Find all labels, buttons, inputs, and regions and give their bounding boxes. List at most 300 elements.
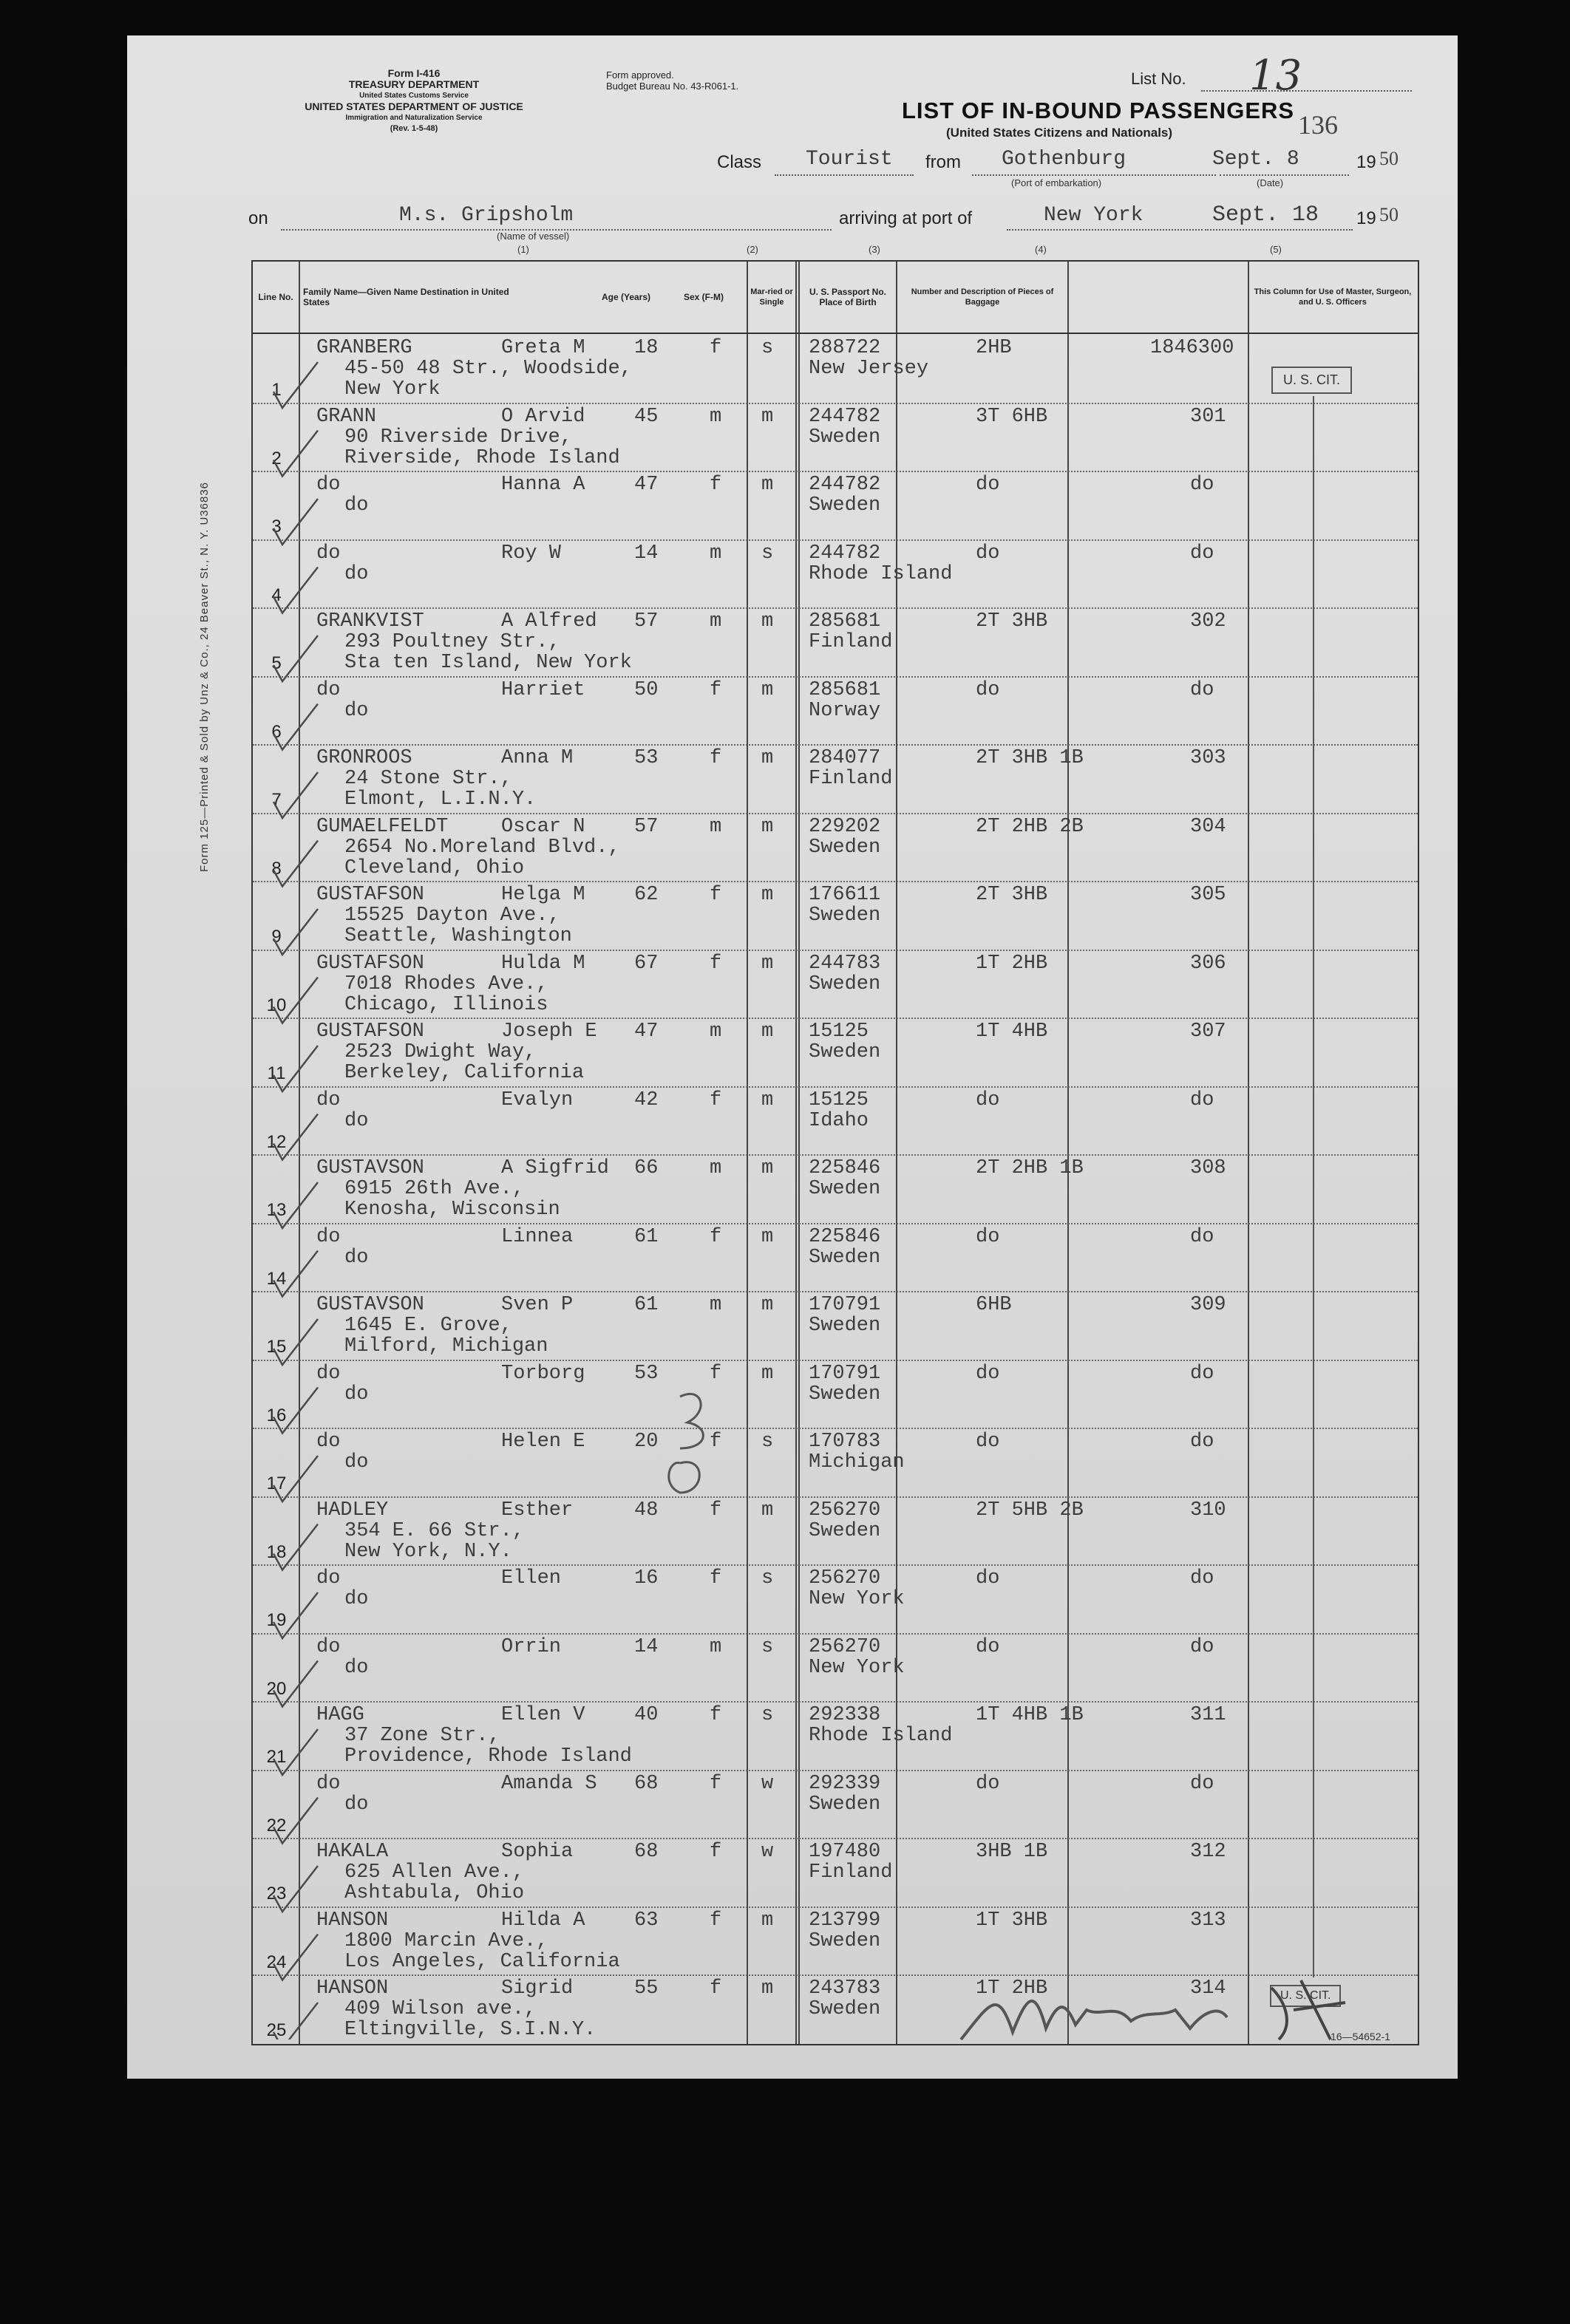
check-mark — [273, 1114, 318, 1160]
table-row — [253, 471, 1418, 539]
line-number: 6 — [271, 721, 282, 742]
baggage: do — [976, 542, 1000, 565]
sex: m — [710, 1294, 722, 1316]
place-of-birth: Sweden — [809, 1041, 881, 1063]
line-number: 20 — [266, 1678, 287, 1699]
sex: f — [710, 1499, 722, 1521]
colnum-1: (1) — [517, 244, 529, 255]
table-row — [253, 881, 1418, 950]
check-mark — [273, 704, 318, 750]
year2-prefix: 19 — [1356, 208, 1376, 228]
ins-service: Immigration and Naturalization Service — [345, 114, 483, 122]
line-number: 19 — [266, 1610, 287, 1630]
table-row — [253, 1701, 1418, 1770]
line-number: 10 — [266, 995, 287, 1015]
place-of-birth: New York — [809, 1656, 905, 1679]
budget-bureau: Budget Bureau No. 43-R061-1. — [606, 81, 739, 92]
date2-value: Sept. 18 — [1212, 202, 1319, 228]
passport-number: 15125 — [809, 1020, 869, 1043]
line-number: 1 — [271, 380, 282, 400]
check-mark — [273, 978, 318, 1023]
family-name: HANSON — [316, 1977, 389, 2000]
line-number: 9 — [271, 927, 282, 947]
marital-status: m — [761, 1294, 774, 1316]
sex: m — [710, 1157, 722, 1179]
sex: f — [710, 1567, 722, 1589]
check-mark — [273, 1046, 318, 1091]
address-line-1: 1800 Marcin Ave., — [344, 1929, 548, 1952]
passport-number: 225846 — [809, 1157, 881, 1179]
line-number: 4 — [271, 585, 282, 605]
place-of-birth: Sweden — [809, 1383, 881, 1405]
from-line — [972, 174, 1216, 176]
form-revision: (Rev. 1-5-48) — [390, 124, 438, 133]
officer-notation: 314 — [1190, 1977, 1226, 2000]
age: 48 — [634, 1499, 659, 1521]
officer-notation: 302 — [1190, 610, 1226, 633]
family-name: GRANN — [316, 405, 377, 428]
baggage: 1T 4HB — [976, 1020, 1048, 1043]
table-row — [253, 334, 1418, 403]
address-line-1: 409 Wilson ave., — [344, 1998, 537, 2020]
given-name: Linnea — [501, 1225, 574, 1248]
check-mark — [273, 1388, 318, 1434]
baggage: do — [976, 1431, 1000, 1453]
line-number: 7 — [271, 790, 282, 810]
family-name: GRANKVIST — [316, 610, 424, 633]
baggage: 6HB — [976, 1294, 1012, 1316]
age: 53 — [634, 1362, 659, 1385]
line-number: 11 — [267, 1063, 286, 1083]
address-line-1: 354 E. 66 Str., — [344, 1519, 525, 1542]
check-mark — [273, 1319, 318, 1365]
vessel-value: M.s. Gripsholm — [399, 204, 574, 227]
given-name: Torborg — [501, 1362, 585, 1385]
date1-line — [1220, 174, 1349, 176]
passport-number: 229202 — [809, 815, 881, 838]
given-name: Hulda M — [501, 952, 585, 975]
family-name: do — [316, 1225, 341, 1248]
officer-notation: 313 — [1190, 1909, 1226, 1932]
place-of-birth: Sweden — [809, 1998, 881, 2020]
address-line-2: Berkeley, California — [344, 1062, 585, 1084]
marital-status: m — [761, 1362, 774, 1385]
table-row — [253, 1223, 1418, 1292]
address-line-1: do — [344, 1109, 369, 1132]
family-name: do — [316, 1431, 341, 1453]
baggage: 1T 2HB — [976, 1977, 1048, 2000]
header-married: Mar-ried or Single — [750, 287, 793, 307]
form-approved: Form approved. — [606, 69, 674, 81]
sex: f — [710, 1704, 722, 1726]
family-name: HAKALA — [316, 1841, 389, 1863]
baggage: 2T 3HB — [976, 610, 1048, 633]
check-mark — [273, 772, 318, 818]
passport-number: 244782 — [809, 405, 881, 428]
passport-number: 213799 — [809, 1909, 881, 1932]
place-of-birth: Rhode Island — [809, 1725, 953, 1747]
passport-number: 225846 — [809, 1225, 881, 1248]
colnum-5: (5) — [1270, 244, 1282, 255]
line-number: 12 — [266, 1131, 287, 1152]
arriving-label: arriving at port of — [839, 208, 973, 228]
check-mark — [273, 1456, 318, 1502]
marital-status: w — [761, 1841, 774, 1863]
passport-number: 170783 — [809, 1431, 881, 1453]
colnum-4: (4) — [1035, 244, 1047, 255]
address-line-1: do — [344, 699, 369, 722]
marital-status: m — [761, 405, 774, 428]
date-caption: (Date) — [1257, 177, 1284, 188]
given-name: Helen E — [501, 1431, 585, 1453]
officer-notation: 311 — [1190, 1704, 1226, 1726]
passport-number: 292338 — [809, 1704, 881, 1726]
passport-number: 285681 — [809, 678, 881, 701]
address-line-2: Riverside, Rhode Island — [344, 446, 620, 469]
age: 63 — [634, 1909, 659, 1932]
given-name: Helga M — [501, 884, 585, 906]
sex: m — [710, 542, 722, 565]
given-name: O Arvid — [501, 405, 585, 428]
place-of-birth: Idaho — [809, 1109, 869, 1132]
port-embark-caption: (Port of embarkation) — [1011, 177, 1102, 188]
from-value: Gothenburg — [1002, 148, 1126, 171]
year1-prefix: 19 — [1356, 152, 1376, 172]
address-line-2: Chicago, Illinois — [344, 993, 548, 1016]
address-line-1: 90 Riverside Drive, — [344, 426, 572, 449]
passport-number: 288722 — [809, 337, 881, 359]
marital-status: m — [761, 610, 774, 633]
sex: f — [710, 1362, 722, 1385]
given-name: Hanna A — [501, 474, 585, 496]
age: 53 — [634, 747, 659, 769]
table-row — [253, 1633, 1418, 1702]
age: 14 — [634, 1635, 659, 1658]
baggage: do — [976, 1362, 1000, 1385]
family-name: do — [316, 678, 341, 701]
address-line-1: 1645 E. Grove, — [344, 1315, 512, 1337]
date2-line — [1205, 229, 1353, 231]
header-sex: Sex (F-M) — [684, 292, 724, 302]
marital-status: s — [761, 1567, 774, 1589]
place-of-birth: Finland — [809, 768, 893, 790]
table-row — [253, 1018, 1418, 1086]
check-marks — [244, 325, 333, 2040]
given-name: Ellen V — [501, 1704, 585, 1726]
port-value: New York — [1044, 204, 1143, 227]
given-name: Esther — [501, 1499, 574, 1521]
officer-notation: do — [1190, 1635, 1214, 1658]
place-of-birth: Sweden — [809, 494, 881, 517]
sex: f — [710, 678, 722, 701]
header-passport: U. S. Passport No. Place of Birth — [809, 287, 887, 307]
age: 55 — [634, 1977, 659, 2000]
class-line — [775, 174, 914, 176]
line-number: 2 — [271, 448, 282, 468]
date1-value: Sept. 8 — [1212, 148, 1299, 171]
officer-notation: 307 — [1190, 1020, 1226, 1043]
address-line-1: 24 Stone Str., — [344, 768, 512, 790]
marital-status: m — [761, 1499, 774, 1521]
line-number: 3 — [271, 517, 282, 536]
form-header-left — [244, 68, 584, 134]
line-number: 17 — [266, 1473, 287, 1493]
marital-status: s — [761, 1704, 774, 1726]
place-of-birth: New Jersey — [809, 358, 929, 380]
page-number: 136 — [1298, 110, 1338, 140]
sex: f — [710, 1088, 722, 1111]
given-name: Roy W — [501, 542, 562, 565]
marital-status: s — [761, 337, 774, 359]
address-line-2: Seattle, Washington — [344, 925, 572, 947]
address-line-1: 37 Zone Str., — [344, 1725, 500, 1747]
place-of-birth: New York — [809, 1588, 905, 1610]
officer-notation: do — [1190, 1088, 1214, 1111]
place-of-birth: Finland — [809, 1861, 893, 1884]
line-number: 8 — [271, 858, 282, 879]
check-mark — [273, 2003, 318, 2040]
officer-notation: 309 — [1190, 1294, 1226, 1316]
check-mark — [273, 1592, 318, 1638]
address-line-1: 293 Poultney Str., — [344, 631, 560, 653]
sex: f — [710, 337, 722, 359]
header-age: Age (Years) — [601, 292, 651, 302]
check-mark — [273, 635, 318, 681]
line-number: 5 — [271, 653, 282, 673]
age: 47 — [634, 1020, 659, 1043]
family-name: do — [316, 1567, 341, 1589]
line-number: 23 — [266, 1884, 287, 1904]
table-row — [253, 1564, 1418, 1633]
class-value: Tourist — [806, 148, 893, 171]
passport-number: 256270 — [809, 1499, 881, 1521]
officer-notation: 312 — [1190, 1841, 1226, 1863]
list-title: LIST OF IN-BOUND PASSENGERS — [902, 98, 1295, 123]
family-name: GUSTAFSON — [316, 952, 424, 975]
table-row — [253, 1291, 1418, 1360]
from-label: from — [925, 152, 961, 172]
marital-status: m — [761, 884, 774, 906]
marital-status: s — [761, 1431, 774, 1453]
colnum-3: (3) — [869, 244, 880, 255]
check-mark — [273, 568, 318, 613]
officer-notation: do — [1190, 1362, 1214, 1385]
line-number: 15 — [266, 1337, 287, 1357]
passport-number: 285681 — [809, 610, 881, 633]
header-officers: This Column for Use of Master, Surgeon, and U. S. Officers — [1254, 287, 1412, 307]
address-line-1: do — [344, 494, 369, 517]
officer-notation: 308 — [1190, 1157, 1226, 1179]
baggage: 2T 2HB 2B — [976, 815, 1084, 838]
family-name: GUMAELFELDT — [316, 815, 449, 838]
marital-status: m — [761, 1088, 774, 1111]
header-line-no: Line No. — [258, 292, 293, 302]
age: 45 — [634, 405, 659, 428]
baggage: 1T 4HB 1B — [976, 1704, 1084, 1726]
port-line — [1007, 229, 1203, 231]
on-label: on — [248, 208, 268, 228]
address-line-2: Providence, Rhode Island — [344, 1745, 632, 1768]
family-name: do — [316, 1362, 341, 1385]
place-of-birth: Sweden — [809, 426, 881, 449]
check-mark — [273, 362, 318, 408]
family-name: GUSTAFSON — [316, 1020, 424, 1043]
address-line-1: do — [344, 1383, 369, 1405]
place-of-birth: Rhode Island — [809, 562, 953, 585]
address-line-2: Cleveland, Ohio — [344, 856, 525, 879]
age: 40 — [634, 1704, 659, 1726]
list-subtitle: (United States Citizens and Nationals) — [946, 126, 1173, 140]
age: 14 — [634, 542, 659, 565]
address-line-2: Ashtabula, Ohio — [344, 1882, 525, 1904]
officer-notation: 1846300 — [1150, 337, 1234, 359]
baggage: do — [976, 678, 1000, 701]
officer-notation: 310 — [1190, 1499, 1226, 1521]
marital-status: m — [761, 474, 774, 496]
officer-notation: do — [1190, 678, 1214, 701]
marital-status: m — [761, 1977, 774, 2000]
marital-status: w — [761, 1772, 774, 1795]
line-number: 14 — [266, 1268, 287, 1289]
place-of-birth: Sweden — [809, 904, 881, 927]
marital-status: m — [761, 815, 774, 838]
officer-notation: do — [1190, 1431, 1214, 1453]
inspector-signature — [946, 1958, 1419, 2054]
line-number: 22 — [266, 1815, 287, 1836]
officer-notation: 306 — [1190, 952, 1226, 975]
age: 42 — [634, 1088, 659, 1111]
budget-info — [606, 69, 738, 92]
check-mark — [273, 1251, 318, 1297]
address-line-1: do — [344, 1793, 369, 1816]
address-line-1: 45-50 48 Str., Woodside, — [344, 358, 632, 380]
baggage: 2T 5HB 2B — [976, 1499, 1084, 1521]
family-name: GRANBERG — [316, 337, 412, 359]
baggage: 2T 3HB 1B — [976, 747, 1084, 769]
check-mark — [273, 909, 318, 955]
table-row — [253, 1770, 1418, 1839]
place-of-birth: Finland — [809, 631, 893, 653]
class-label: Class — [717, 152, 762, 172]
baggage: 2HB — [976, 337, 1012, 359]
list-no-label: List No. — [1131, 69, 1186, 88]
marital-status: m — [761, 678, 774, 701]
year2-value: 50 — [1379, 204, 1399, 225]
table-row — [253, 539, 1418, 608]
check-mark — [273, 1866, 318, 1912]
address-line-1: 625 Allen Ave., — [344, 1861, 525, 1884]
given-name: Harriet — [501, 678, 585, 701]
age: 20 — [634, 1431, 659, 1453]
family-name: GUSTAVSON — [316, 1157, 424, 1179]
table-row — [253, 950, 1418, 1018]
family-name: GUSTAFSON — [316, 884, 424, 906]
line-number: 25 — [266, 2020, 287, 2040]
officer-notation: do — [1190, 474, 1214, 496]
address-line-1: do — [344, 1588, 369, 1610]
us-cit-stamp-top: U. S. CIT. — [1271, 367, 1352, 394]
family-name: do — [316, 1772, 341, 1795]
colnum-2: (2) — [747, 244, 758, 255]
passport-number: 256270 — [809, 1567, 881, 1589]
marital-status: m — [761, 1909, 774, 1932]
baggage: 2T 3HB — [976, 884, 1048, 906]
sex: m — [710, 405, 722, 428]
sex: f — [710, 1225, 722, 1248]
baggage: do — [976, 1772, 1000, 1795]
officer-notation: 304 — [1190, 815, 1226, 838]
given-name: Sophia — [501, 1841, 574, 1863]
passport-number: 256270 — [809, 1635, 881, 1658]
passport-number: 292339 — [809, 1772, 881, 1795]
address-line-1: 15525 Dayton Ave., — [344, 904, 560, 927]
age: 57 — [634, 610, 659, 633]
sex: f — [710, 1909, 722, 1932]
place-of-birth: Sweden — [809, 1929, 881, 1952]
age: 61 — [634, 1225, 659, 1248]
given-name: Hilda A — [501, 1909, 585, 1932]
us-cit-stamp-bottom: U. S. CIT. — [1270, 1985, 1341, 2007]
sex: m — [710, 610, 722, 633]
passport-number: 284077 — [809, 747, 881, 769]
family-name: GRONROOS — [316, 747, 412, 769]
marital-status: s — [761, 542, 774, 565]
given-name: Ellen — [501, 1567, 562, 1589]
baggage: 2T 2HB 1B — [976, 1157, 1084, 1179]
passport-number: 243783 — [809, 1977, 881, 2000]
table-row — [253, 813, 1418, 882]
justice-dept: UNITED STATES DEPARTMENT OF JUSTICE — [305, 100, 523, 112]
age: 67 — [634, 952, 659, 975]
family-name: HADLEY — [316, 1499, 389, 1521]
address-line-1: do — [344, 1451, 369, 1473]
family-name: do — [316, 542, 341, 565]
passport-number: 15125 — [809, 1088, 869, 1111]
baggage: 1T 3HB — [976, 1909, 1048, 1932]
check-mark — [273, 1798, 318, 1844]
sex: f — [710, 1841, 722, 1863]
baggage: do — [976, 474, 1000, 496]
passport-number: 244782 — [809, 474, 881, 496]
age: 50 — [634, 678, 659, 701]
passport-number: 176611 — [809, 884, 881, 906]
marital-status: m — [761, 952, 774, 975]
family-name: do — [316, 1635, 341, 1658]
age: 62 — [634, 884, 659, 906]
list-no-value: 13 — [1249, 52, 1302, 100]
sex: f — [710, 474, 722, 496]
officer-notation: 301 — [1190, 405, 1226, 428]
address-line-1: 2654 No.Moreland Blvd., — [344, 836, 620, 859]
address-line-2: Sta ten Island, New York — [344, 652, 632, 674]
address-line-2: New York, N.Y. — [344, 1540, 512, 1563]
officer-notation: 305 — [1190, 884, 1226, 906]
sex: f — [710, 1977, 722, 2000]
check-mark — [273, 1661, 318, 1707]
officer-notation: do — [1190, 1567, 1214, 1589]
sex: f — [710, 1772, 722, 1795]
age: 66 — [634, 1157, 659, 1179]
family-name: HAGG — [316, 1704, 364, 1726]
list-no-line — [1201, 90, 1412, 92]
address-line-2: Kenosha, Wisconsin — [344, 1199, 560, 1221]
given-name: A Sigfrid — [501, 1157, 609, 1179]
address-line-1: do — [344, 1656, 369, 1679]
address-line-1: 2523 Dwight Way, — [344, 1041, 537, 1063]
place-of-birth: Sweden — [809, 836, 881, 859]
family-name: do — [316, 1088, 341, 1111]
given-name: Sigrid — [501, 1977, 574, 2000]
